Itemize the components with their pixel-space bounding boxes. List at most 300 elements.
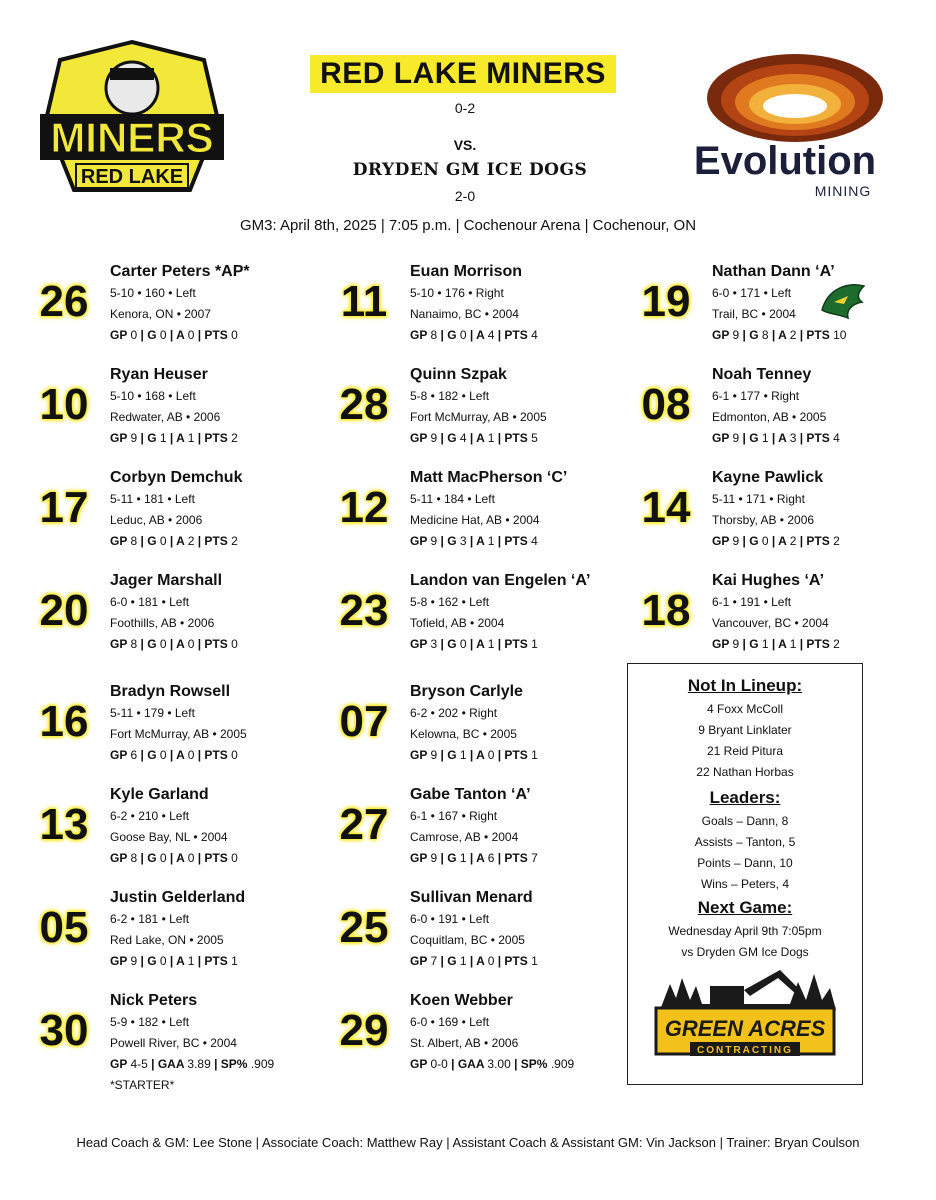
stat-label: GP	[410, 431, 431, 445]
stat-label: G	[749, 431, 762, 445]
player-hometown: Tofield, AB • 2004	[410, 616, 505, 630]
stat-separator: |	[768, 534, 779, 548]
stat-value: 7	[531, 851, 538, 865]
player-stats	[410, 1057, 574, 1071]
stat-value: 0	[159, 748, 167, 762]
stat-value: 4-5	[130, 1057, 148, 1071]
player-hometown: Vancouver, BC • 2004	[712, 616, 829, 630]
stat-separator: |	[494, 851, 505, 865]
miners-logo-subtext: RED LAKE	[80, 166, 184, 188]
stat-separator: |	[210, 1057, 221, 1071]
stat-value: 0	[159, 328, 167, 342]
leader-item: Assists – Tanton, 5	[694, 835, 796, 849]
home-record: 0-2	[454, 100, 476, 116]
stat-label: G	[447, 431, 460, 445]
player-bio: 6-0 • 181 • Left	[110, 595, 190, 609]
player-card	[32, 263, 292, 369]
stat-label: PTS	[806, 637, 834, 651]
stat-separator: |	[739, 431, 750, 445]
stat-value: 1	[231, 954, 238, 968]
stat-separator: |	[796, 328, 807, 342]
stat-separator: |	[739, 328, 750, 342]
stat-separator: |	[194, 748, 205, 762]
stat-value: 1	[531, 637, 538, 651]
stat-value: .909	[550, 1057, 575, 1071]
stat-label: A	[176, 431, 188, 445]
stat-label: PTS	[504, 954, 532, 968]
sponsor-sub: MINING	[814, 183, 872, 199]
stat-label: G	[749, 637, 762, 651]
stat-value: 4	[487, 328, 495, 342]
stat-value: .909	[250, 1057, 275, 1071]
stat-label: A	[778, 328, 790, 342]
not-in-lineup-item: 21 Reid Pitura	[706, 744, 784, 758]
stat-value: 0	[459, 328, 467, 342]
evolution-mining-logo	[665, 50, 895, 200]
player-stats	[410, 851, 538, 865]
player-bio: 6-2 • 202 • Right	[410, 706, 498, 720]
away-record: 2-0	[454, 188, 476, 204]
stat-label: GP	[712, 534, 733, 548]
stat-value: 3	[789, 431, 797, 445]
player-name: Koen Webber	[410, 992, 513, 1009]
player-stats	[410, 954, 538, 968]
stat-value: 9	[430, 748, 438, 762]
stat-label: GP	[712, 431, 733, 445]
info-box	[627, 663, 863, 1085]
stat-separator: |	[137, 431, 148, 445]
player-hometown: Coquitlam, BC • 2005	[410, 933, 525, 947]
player-bio: 6-2 • 210 • Left	[110, 809, 190, 823]
stat-value: 0	[187, 748, 195, 762]
player-stats	[110, 1057, 274, 1071]
stat-value: 2	[833, 534, 840, 548]
stat-label: A	[778, 637, 790, 651]
player-name: Kayne Pawlick	[712, 469, 824, 486]
stat-separator: |	[796, 534, 807, 548]
not-in-lineup-title: Not In Lineup:	[687, 676, 803, 695]
stat-separator: |	[739, 637, 750, 651]
stat-label: SP%	[520, 1057, 551, 1071]
player-name: Justin Gelderland	[110, 889, 246, 906]
stat-label: GP	[110, 534, 131, 548]
player-card	[332, 889, 592, 995]
jersey-number: 25	[339, 903, 389, 952]
player-stats	[712, 431, 840, 445]
stat-value: 5	[531, 431, 538, 445]
player-card	[332, 786, 592, 892]
stat-separator: |	[194, 328, 205, 342]
stat-label: G	[447, 748, 460, 762]
stat-separator: |	[466, 637, 477, 651]
player-name: Kyle Garland	[110, 786, 209, 803]
player-card	[332, 572, 592, 678]
stat-label: A	[176, 534, 188, 548]
goalie-card	[32, 992, 292, 1098]
stat-label: GP	[410, 637, 431, 651]
jersey-number: 13	[39, 800, 89, 849]
ice-dogs-icon	[818, 280, 868, 320]
stat-separator: |	[137, 328, 148, 342]
stat-label: GP	[110, 637, 131, 651]
player-hometown: Goose Bay, NL • 2004	[110, 830, 228, 844]
sponsor-name: Evolution	[693, 139, 877, 183]
stat-value: 8	[130, 851, 138, 865]
stat-value: 4	[833, 431, 840, 445]
jersey-number: 11	[340, 277, 388, 326]
jersey-number: 30	[39, 1006, 89, 1055]
jersey-number: 08	[641, 380, 691, 429]
stat-value: 0	[231, 851, 238, 865]
stat-value: 1	[187, 431, 195, 445]
stat-value: 0	[487, 748, 495, 762]
stat-label: PTS	[806, 534, 834, 548]
player-bio: 5-11 • 184 • Left	[410, 492, 495, 506]
player-name: Ryan Heuser	[110, 366, 208, 383]
stat-label: A	[778, 431, 790, 445]
stat-separator: |	[510, 1057, 521, 1071]
stat-separator: |	[437, 954, 448, 968]
player-name: Euan Morrison	[410, 263, 523, 280]
stat-separator: |	[437, 748, 448, 762]
player-name: Gabe Tanton ‘A’	[410, 786, 531, 803]
stat-separator: |	[466, 328, 477, 342]
stat-label: PTS	[504, 431, 532, 445]
player-stats	[110, 851, 238, 865]
player-hometown: Fort McMurray, AB • 2005	[410, 410, 547, 424]
stat-separator: |	[166, 328, 177, 342]
stat-value: 2	[187, 534, 195, 548]
stat-value: 1	[459, 851, 467, 865]
stat-separator: |	[494, 431, 505, 445]
stat-label: A	[476, 748, 488, 762]
next-game-line: vs Dryden GM Ice Dogs	[681, 945, 809, 959]
stat-label: GP	[110, 954, 131, 968]
stat-value: 0	[187, 851, 195, 865]
stat-value: 0	[231, 328, 238, 342]
stat-label: GP	[410, 534, 431, 548]
vs-label: VS.	[453, 137, 477, 153]
stat-label: G	[147, 431, 160, 445]
jersey-number: 12	[339, 483, 389, 532]
stat-value: 1	[761, 431, 769, 445]
player-stats	[410, 431, 538, 445]
stat-value: 3.00	[487, 1057, 511, 1071]
player-hometown: Kelowna, BC • 2005	[410, 727, 517, 741]
stat-separator: |	[166, 637, 177, 651]
player-stats	[712, 637, 840, 651]
stat-label: GP	[110, 748, 131, 762]
player-bio: 5-11 • 171 • Right	[712, 492, 805, 506]
player-card	[634, 366, 894, 472]
stat-separator: |	[166, 748, 177, 762]
leader-item: Wins – Peters, 4	[700, 877, 790, 891]
player-stats	[410, 637, 538, 651]
stat-label: PTS	[504, 534, 532, 548]
player-name: Landon van Engelen ‘A’	[410, 572, 591, 589]
stat-separator: |	[768, 637, 779, 651]
stat-label: A	[476, 851, 488, 865]
player-bio: 5-10 • 160 • Left	[110, 286, 196, 300]
player-name: Noah Tenney	[712, 366, 812, 383]
player-name: Matt MacPherson ‘C’	[410, 469, 568, 486]
player-hometown: Red Lake, ON • 2005	[110, 933, 224, 947]
player-card	[32, 889, 292, 995]
player-bio: 5-10 • 168 • Left	[110, 389, 196, 403]
stat-label: GP	[410, 851, 431, 865]
stat-value: 1	[487, 431, 495, 445]
stat-value: 4	[531, 328, 538, 342]
stat-label: G	[147, 851, 160, 865]
player-stats	[410, 328, 538, 342]
stat-value: 2	[231, 431, 238, 445]
stat-separator: |	[466, 431, 477, 445]
stat-value: 1	[789, 637, 797, 651]
stat-separator: |	[137, 851, 148, 865]
player-bio: 5-8 • 162 • Left	[410, 595, 490, 609]
stat-separator: |	[437, 534, 448, 548]
stat-separator: |	[494, 637, 505, 651]
player-card	[332, 683, 592, 789]
stat-separator: |	[494, 748, 505, 762]
player-card	[332, 263, 592, 369]
stat-value: 6	[130, 748, 138, 762]
stat-value: 1	[531, 954, 538, 968]
player-hometown: Nanaimo, BC • 2004	[410, 307, 519, 321]
stat-separator: |	[194, 851, 205, 865]
miners-logo-text: MINERS	[50, 114, 214, 161]
stat-label: A	[476, 637, 488, 651]
stat-label: A	[476, 534, 488, 548]
game-info: GM3: April 8th, 2025 | 7:05 p.m. | Cochenour Arena | Cochenour, ON	[239, 217, 697, 234]
player-card	[32, 572, 292, 678]
opponent-title: DRYDEN GM ICE DOGS	[352, 160, 588, 180]
stat-label: G	[147, 534, 160, 548]
jersey-number: 14	[641, 483, 691, 532]
stat-label: G	[447, 851, 460, 865]
not-in-lineup-item: 22 Nathan Horbas	[696, 765, 794, 779]
stat-value: 8	[130, 534, 138, 548]
stat-label: A	[176, 637, 188, 651]
player-card	[32, 683, 292, 789]
stat-label: G	[749, 534, 762, 548]
stat-label: PTS	[204, 954, 232, 968]
stat-separator: |	[466, 534, 477, 548]
stat-label: GP	[110, 328, 131, 342]
jersey-number: 19	[641, 277, 691, 326]
stat-value: 9	[732, 637, 740, 651]
player-card	[332, 469, 592, 575]
stat-label: G	[147, 748, 160, 762]
stat-value: 10	[833, 328, 847, 342]
player-name: Bryson Carlyle	[410, 683, 523, 700]
green-acres-sub: CONTRACTING	[697, 1045, 793, 1056]
starter-note: *STARTER*	[110, 1078, 175, 1092]
stat-label: PTS	[504, 851, 532, 865]
player-name: Nathan Dann ‘A’	[712, 263, 835, 280]
stat-value: 0	[231, 637, 238, 651]
stat-separator: |	[437, 637, 448, 651]
stat-label: PTS	[504, 748, 532, 762]
coaching-staff-footer: Head Coach & GM: Lee Stone | Associate Coach: Matthew Ray | Assistant Coach & Assistant GM: Vin Jackson | Trainer: Bryan Coulson	[76, 1135, 860, 1150]
stat-label: A	[176, 954, 188, 968]
stat-value: 3	[459, 534, 467, 548]
stat-separator: |	[137, 954, 148, 968]
stat-value: 9	[732, 431, 740, 445]
player-bio: 5-11 • 179 • Left	[110, 706, 195, 720]
stat-separator: |	[437, 328, 448, 342]
player-bio: 5-11 • 181 • Left	[110, 492, 195, 506]
stat-value: 0	[187, 637, 195, 651]
stat-value: 0	[159, 534, 167, 548]
stat-separator: |	[494, 534, 505, 548]
excavator-logo	[650, 964, 840, 1072]
stat-separator: |	[768, 328, 779, 342]
player-hometown: Camrose, AB • 2004	[410, 830, 519, 844]
player-hometown: Fort McMurray, AB • 2005	[110, 727, 247, 741]
stat-separator: |	[466, 748, 477, 762]
stat-value: 1	[487, 637, 495, 651]
stat-value: 1	[459, 748, 467, 762]
player-bio: 6-0 • 171 • Left	[712, 286, 792, 300]
player-bio: 6-1 • 177 • Right	[712, 389, 800, 403]
stat-value: 1	[187, 954, 195, 968]
stat-value: 9	[430, 851, 438, 865]
stat-label: G	[447, 954, 460, 968]
stat-label: G	[147, 328, 160, 342]
stat-label: PTS	[504, 328, 532, 342]
stat-value: 8	[761, 328, 769, 342]
player-hometown: Redwater, AB • 2006	[110, 410, 221, 424]
stat-label: GP	[110, 431, 131, 445]
stat-value: 8	[130, 637, 138, 651]
jersey-number: 17	[39, 483, 89, 532]
stat-label: PTS	[204, 748, 232, 762]
stat-separator: |	[494, 328, 505, 342]
player-card	[634, 469, 894, 575]
player-hometown: Edmonton, AB • 2005	[712, 410, 827, 424]
miners-logo	[40, 40, 224, 198]
stat-separator: |	[466, 851, 477, 865]
stat-separator: |	[796, 637, 807, 651]
player-stats	[110, 328, 238, 342]
player-card	[32, 469, 292, 575]
stat-separator: |	[166, 954, 177, 968]
player-stats	[410, 748, 538, 762]
stat-separator: |	[437, 851, 448, 865]
player-hometown: Foothills, AB • 2006	[110, 616, 215, 630]
stat-separator: |	[447, 1057, 458, 1071]
stat-label: PTS	[204, 328, 232, 342]
player-hometown: Thorsby, AB • 2006	[712, 513, 815, 527]
player-stats	[410, 534, 538, 548]
stat-value: 2	[833, 637, 840, 651]
stat-label: PTS	[204, 431, 232, 445]
stat-label: PTS	[806, 328, 834, 342]
stat-label: GP	[410, 328, 431, 342]
stat-label: GP	[712, 637, 733, 651]
stat-separator: |	[166, 851, 177, 865]
stat-label: A	[176, 748, 188, 762]
jersey-number: 18	[641, 586, 691, 635]
leader-item: Goals – Dann, 8	[701, 814, 789, 828]
stat-value: 9	[130, 954, 138, 968]
player-bio: 6-0 • 191 • Left	[410, 912, 490, 926]
player-name: Bradyn Rowsell	[110, 683, 231, 700]
player-bio: 5-8 • 182 • Left	[410, 389, 490, 403]
player-bio: 5-10 • 176 • Right	[410, 286, 504, 300]
stat-label: G	[749, 328, 762, 342]
stat-value: 9	[732, 534, 740, 548]
stat-separator: |	[194, 431, 205, 445]
jersey-number: 29	[339, 1006, 389, 1055]
stat-value: 1	[459, 954, 467, 968]
player-card	[32, 366, 292, 472]
stat-value: 1	[487, 534, 495, 548]
player-card	[32, 786, 292, 892]
player-name: Jager Marshall	[110, 572, 223, 589]
jersey-number: 05	[39, 903, 89, 952]
stat-value: 0-0	[430, 1057, 448, 1071]
stat-value: 0	[159, 637, 167, 651]
stat-label: G	[447, 637, 460, 651]
jersey-number: 10	[39, 380, 89, 429]
stat-separator: |	[739, 534, 750, 548]
player-stats	[110, 431, 238, 445]
stat-value: 0	[187, 328, 195, 342]
player-bio: 6-1 • 191 • Left	[712, 595, 792, 609]
stat-separator: |	[466, 954, 477, 968]
stat-label: PTS	[204, 637, 232, 651]
stat-label: A	[778, 534, 790, 548]
stat-label: PTS	[504, 637, 532, 651]
player-name: Sullivan Menard	[410, 889, 533, 906]
next-game-line: Wednesday April 9th 7:05pm	[668, 924, 822, 938]
stat-value: 4	[459, 431, 467, 445]
stat-value: 1	[531, 748, 538, 762]
stat-label: A	[476, 328, 488, 342]
player-hometown: Kenora, ON • 2007	[110, 307, 211, 321]
stat-label: GP	[410, 1057, 431, 1071]
stat-label: A	[476, 431, 488, 445]
stat-label: GP	[110, 851, 131, 865]
stat-label: PTS	[204, 534, 232, 548]
stat-value: 2	[231, 534, 238, 548]
stat-separator: |	[194, 954, 205, 968]
stat-label: G	[447, 534, 460, 548]
player-name: Kai Hughes ‘A’	[712, 572, 825, 589]
jersey-number: 07	[339, 697, 389, 746]
stat-value: 0	[231, 748, 238, 762]
stat-label: GP	[110, 1057, 131, 1071]
stat-label: A	[476, 954, 488, 968]
stat-value: 8	[430, 328, 438, 342]
stat-separator: |	[166, 431, 177, 445]
player-stats	[110, 748, 238, 762]
stat-value: 0	[487, 954, 495, 968]
stat-value: 4	[531, 534, 538, 548]
stat-value: 2	[789, 534, 797, 548]
green-acres-name: GREEN ACRES	[664, 1016, 826, 1041]
stat-label: GP	[712, 328, 733, 342]
stat-label: GAA	[157, 1057, 188, 1071]
stat-value: 9	[732, 328, 740, 342]
player-name: Carter Peters *AP*	[110, 263, 250, 280]
stat-label: G	[147, 637, 160, 651]
stat-value: 1	[761, 637, 769, 651]
player-bio: 6-2 • 181 • Left	[110, 912, 190, 926]
player-stats	[110, 534, 238, 548]
